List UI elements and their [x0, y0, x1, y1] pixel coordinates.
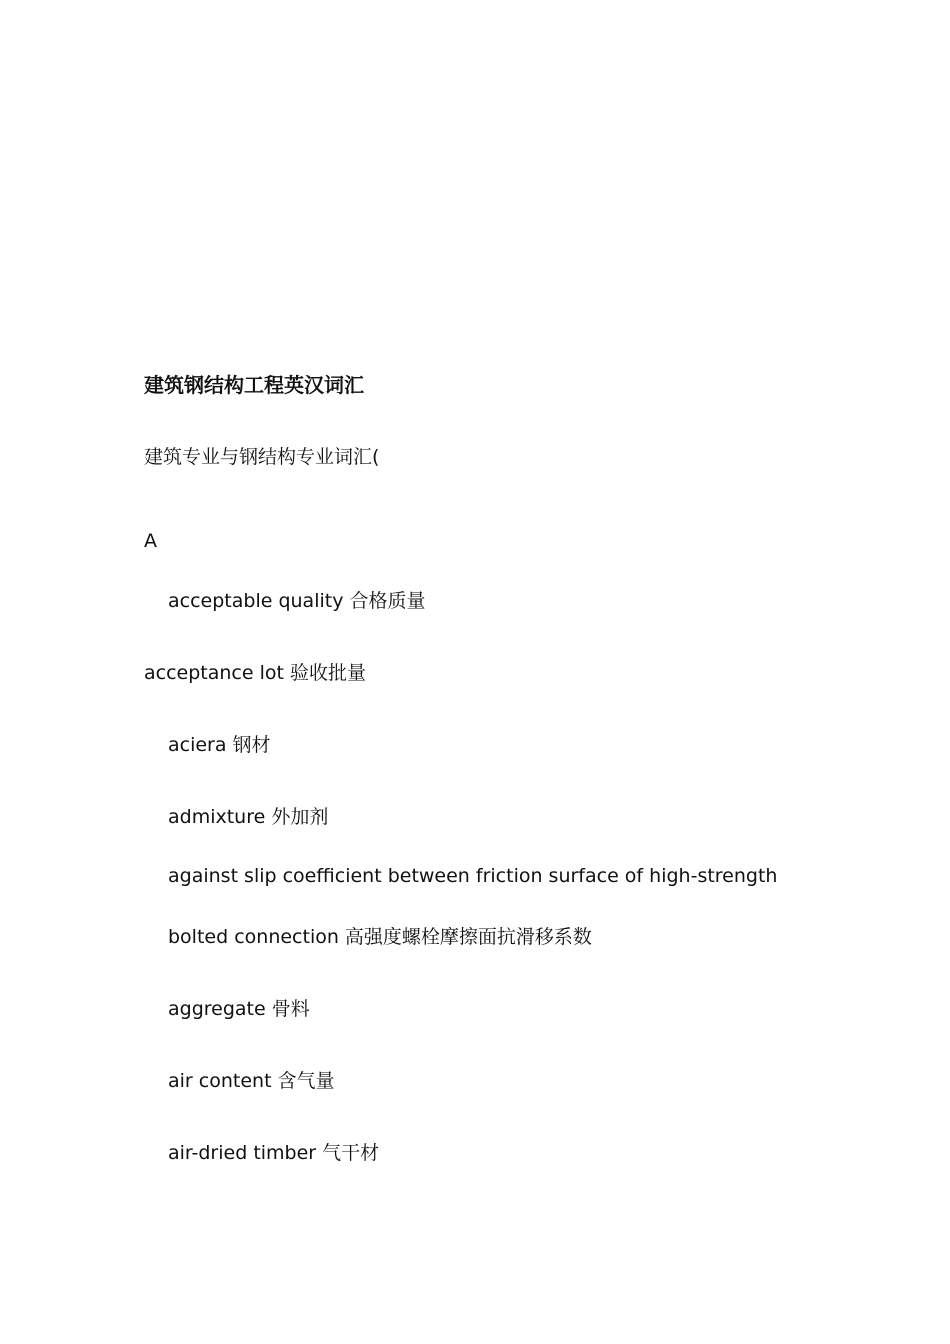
- vocab-entry: aciera 钢材: [168, 734, 271, 756]
- document-subtitle: 建筑专业与钢结构专业词汇(: [144, 446, 380, 468]
- vocab-entry: acceptable quality 合格质量: [168, 590, 426, 612]
- vocab-entry: air-dried timber 气干材: [168, 1142, 380, 1164]
- section-letter: A: [144, 530, 157, 552]
- document-title: 建筑钢结构工程英汉词汇: [144, 373, 364, 397]
- vocab-entry: air content 含气量: [168, 1070, 335, 1092]
- vocab-entry: against slip coefficient between friction surface of high-strength: [168, 865, 778, 887]
- vocab-entry: aggregate 骨料: [168, 998, 310, 1020]
- vocab-entry: bolted connection 高强度螺栓摩擦面抗滑移系数: [168, 926, 592, 948]
- vocab-entry: admixture 外加剂: [168, 806, 329, 828]
- vocab-entry: acceptance lot 验收批量: [144, 662, 366, 684]
